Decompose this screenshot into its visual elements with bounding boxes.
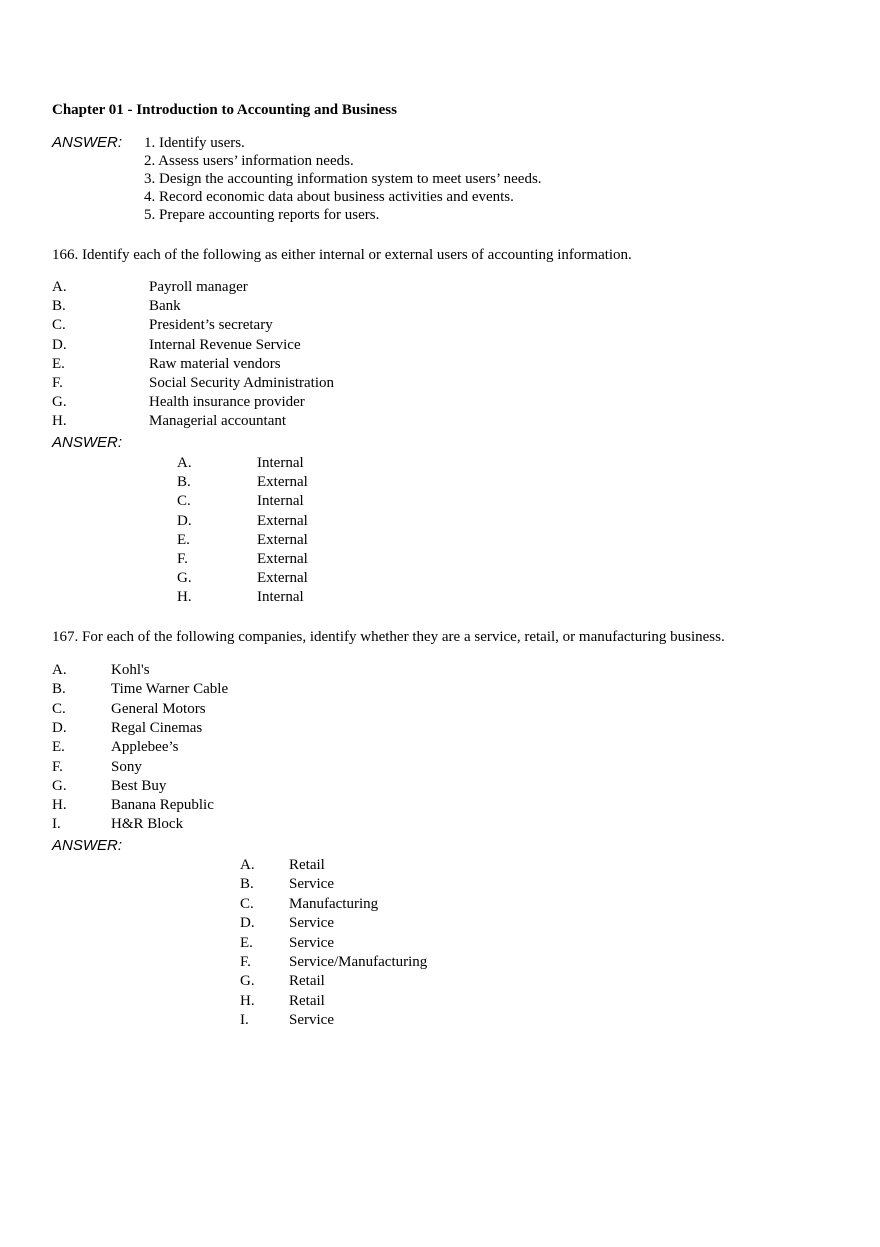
- q167-item-text: Kohl's: [111, 662, 150, 678]
- q166-item-text: Raw material vendors: [149, 355, 281, 372]
- q167-item-letter: I.: [52, 816, 61, 833]
- q167-item-text: Time Warner Cable: [111, 681, 229, 698]
- q167-item-letter: F.: [52, 758, 63, 775]
- q166-answer-text: Internal: [257, 455, 304, 471]
- q167-item-letter: E.: [52, 739, 65, 756]
- q166-item-text: Internal Revenue Service: [149, 336, 301, 353]
- answer-step: 1. Identify users.: [144, 135, 245, 151]
- q167-answer-letter: C.: [240, 895, 254, 912]
- q167-answer-text: Manufacturing: [289, 895, 379, 912]
- q166-answer-text: Internal: [257, 493, 304, 510]
- q167-answer-letter: H.: [240, 992, 255, 1009]
- q167-answer-text: Service: [289, 915, 334, 932]
- q167-item-text: Banana Republic: [111, 797, 214, 814]
- q166-item-text: Health insurance provider: [149, 394, 305, 411]
- q166-item-letter: D.: [52, 336, 67, 353]
- chapter-title: Chapter 01 - Introduction to Accounting and Business: [52, 102, 397, 118]
- q167-answer-letter: G.: [240, 973, 255, 990]
- q166-item-text: President’s secretary: [149, 317, 273, 334]
- q166-item-text: Bank: [149, 298, 181, 315]
- q166-item-letter: F.: [52, 375, 63, 391]
- q167-answer-letter: E.: [240, 934, 253, 951]
- q167-item-letter: A.: [52, 662, 67, 678]
- q166-item-letter: G.: [52, 394, 67, 411]
- question-167: 167. For each of the following companies, identify whether they are a service, retail, or manufacturing business.: [52, 629, 725, 645]
- q167-answer-letter: D.: [240, 915, 255, 932]
- q167-item-text: General Motors: [111, 700, 206, 717]
- q167-answer-letter: B.: [240, 876, 254, 893]
- q166-answer-text: External: [257, 474, 308, 491]
- answer-step: 3. Design the accounting information system to meet users’ needs.: [144, 171, 542, 188]
- q166-answer-letter: D.: [177, 512, 192, 529]
- q166-item-letter: B.: [52, 298, 66, 315]
- q167-item-letter: G.: [52, 777, 67, 794]
- q166-answer-text: External: [257, 531, 308, 548]
- q166-answer-letter: F.: [177, 551, 188, 567]
- answer-step: 5. Prepare accounting reports for users.: [144, 207, 380, 224]
- q167-item-letter: D.: [52, 719, 67, 736]
- q166-answer-letter: H.: [177, 589, 192, 606]
- q166-answer-letter: E.: [177, 531, 190, 548]
- q166-item-letter: C.: [52, 317, 66, 334]
- q167-answer-letter: A.: [240, 857, 255, 873]
- q166-answer-text: Internal: [257, 589, 304, 606]
- q166-item-letter: H.: [52, 413, 67, 430]
- q166-answer-letter: B.: [177, 474, 191, 491]
- q167-answer-letter: I.: [240, 1012, 249, 1029]
- q167-item-text: Sony: [111, 758, 142, 775]
- q167-item-text: Best Buy: [111, 777, 167, 794]
- q166-answer-text: External: [257, 512, 308, 529]
- q167-item-letter: H.: [52, 797, 67, 814]
- q166-item-text: Social Security Administration: [149, 375, 334, 391]
- q167-item-letter: B.: [52, 681, 66, 698]
- answer-label: ANSWER:: [52, 134, 123, 151]
- q166-answer-letter: G.: [177, 570, 192, 587]
- q166-item-text: Payroll manager: [149, 279, 248, 295]
- q167-item-letter: C.: [52, 700, 66, 717]
- q166-item-letter: E.: [52, 355, 65, 372]
- answer-step: 4. Record economic data about business activities and events.: [144, 189, 514, 206]
- q166-answer-letter: A.: [177, 455, 192, 471]
- q166-answer-letter: C.: [177, 493, 191, 510]
- q166-answer-text: External: [257, 551, 308, 567]
- answer-label: ANSWER:: [52, 837, 123, 854]
- q167-item-text: Regal Cinemas: [111, 719, 203, 736]
- q166-item-letter: A.: [52, 279, 67, 295]
- q167-answer-text: Service: [289, 1012, 334, 1029]
- q167-answer-text: Retail: [289, 973, 325, 990]
- q167-answer-text: Service/Manufacturing: [289, 954, 428, 970]
- q166-item-text: Managerial accountant: [149, 413, 287, 430]
- answer-label: ANSWER:: [52, 434, 123, 451]
- q167-answer-text: Retail: [289, 992, 325, 1009]
- q167-answer-letter: F.: [240, 954, 251, 970]
- q166-answer-text: External: [257, 570, 308, 587]
- q167-answer-text: Retail: [289, 857, 325, 873]
- answer-step: 2. Assess users’ information needs.: [144, 153, 354, 170]
- q167-answer-text: Service: [289, 934, 334, 951]
- q167-item-text: Applebee’s: [111, 739, 179, 756]
- q167-answer-text: Service: [289, 876, 334, 893]
- question-166: 166. Identify each of the following as either internal or external users of accounting information.: [52, 247, 632, 263]
- q167-item-text: H&R Block: [111, 816, 184, 833]
